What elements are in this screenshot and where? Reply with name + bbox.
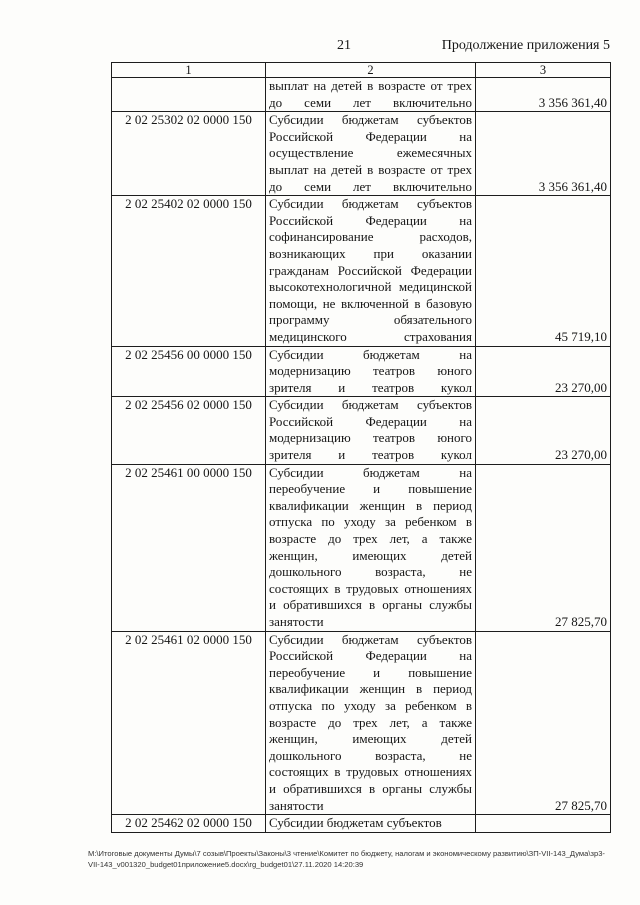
table-row — [112, 78, 611, 112]
row-amount: 27 825,70 — [476, 631, 611, 815]
row-code — [112, 78, 266, 112]
row-amount: 45 719,10 — [476, 196, 611, 346]
row-name: Субсидии бюджетам субъектов — [266, 815, 476, 833]
continuation-label: Продолжение приложения 5 — [441, 38, 610, 53]
table-header-row — [112, 63, 611, 78]
file-path-footer: М:\Итоговые документы Думы\7 созыв\Проекты\Законы\3 чтение\Комитет по бюджету, налогам и экономическому развитию\ЗП-VII-143_Дума\зр3-VII-143_v001320_budget01приложение5.docx\rg_budget01\27.11.2020 14:20:39 — [88, 849, 605, 869]
row-amount: 3 356 361,40 — [476, 112, 611, 196]
row-name: Субсидии бюджетам субъектов Российской Федерации на софинансирование расходов, возникающих при оказании гражданам Российской Федерации высокотехнологичной медицинской помощи, не включенной в базовую программу обязательного медицинского страхования — [266, 196, 476, 346]
row-amount: 27 825,70 — [476, 464, 611, 631]
row-amount: 23 270,00 — [476, 346, 611, 397]
row-name: Субсидии бюджетам на модернизацию театров юного зрителя и театров кукол — [266, 346, 476, 397]
row-name: Субсидии бюджетам субъектов Российской Федерации на осуществление ежемесячных выплат на детей в возрасте от трех до семи лет включительно — [266, 112, 476, 196]
row-code: 2 02 25402 02 0000 150 — [112, 196, 266, 346]
row-name: выплат на детей в возрасте от трех до семи лет включительно — [266, 78, 476, 112]
table-row — [112, 196, 611, 346]
budget-table — [111, 62, 611, 833]
table-row — [112, 112, 611, 196]
page-number: 21 — [337, 38, 351, 53]
table-row — [112, 346, 611, 397]
row-code: 2 02 25462 02 0000 150 — [112, 815, 266, 833]
row-code: 2 02 25461 00 0000 150 — [112, 464, 266, 631]
table-row — [112, 464, 611, 631]
row-amount: 23 270,00 — [476, 397, 611, 464]
table-row — [112, 397, 611, 464]
row-name: Субсидии бюджетам на переобучение и повышение квалификации женщин в период отпуска по уходу за ребенком в возрасте до трех лет, а также женщин, имеющих детей дошкольного возраста, не состоящих в трудовых отношениях и обратившихся в органы службы занятости — [266, 464, 476, 631]
table-row — [112, 815, 611, 833]
row-amount — [476, 815, 611, 833]
row-code: 2 02 25461 02 0000 150 — [112, 631, 266, 815]
row-code: 2 02 25456 00 0000 150 — [112, 346, 266, 397]
column-header-1: 1 — [112, 63, 266, 78]
row-name: Субсидии бюджетам субъектов Российской Федерации на модернизацию театров юного зрителя и театров кукол — [266, 397, 476, 464]
table-row — [112, 631, 611, 815]
row-name: Субсидии бюджетам субъектов Российской Федерации на переобучение и повышение квалификации женщин в период отпуска по уходу за ребенком в возрасте до трех лет, а также женщин, имеющих детей дошкольного возраста, не состоящих в трудовых отношениях и обратившихся в органы службы занятости — [266, 631, 476, 815]
row-code: 2 02 25302 02 0000 150 — [112, 112, 266, 196]
row-amount: 3 356 361,40 — [476, 78, 611, 112]
row-code: 2 02 25456 02 0000 150 — [112, 397, 266, 464]
column-header-2: 2 — [266, 63, 476, 78]
column-header-3: 3 — [476, 63, 611, 78]
